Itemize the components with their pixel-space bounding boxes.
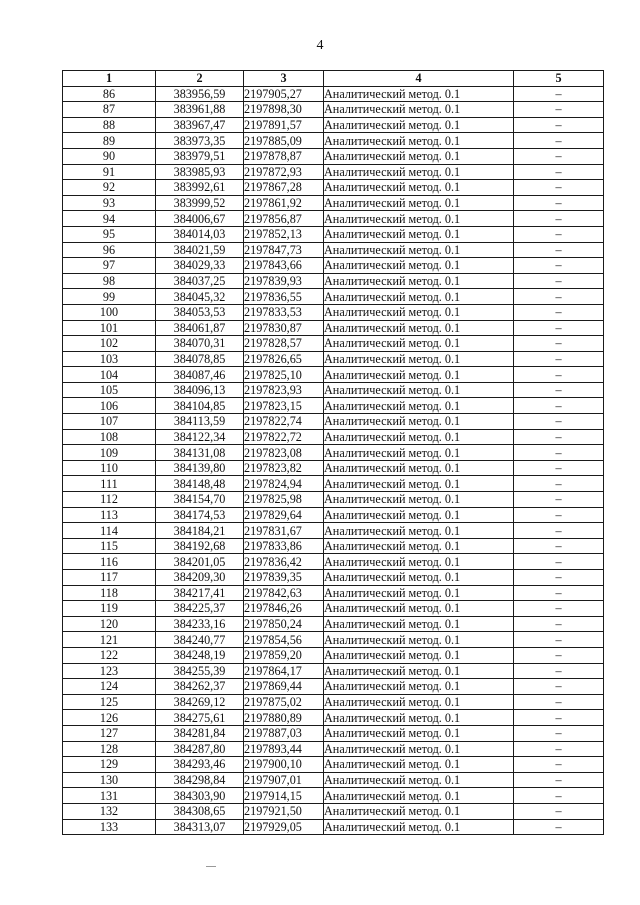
point-number-cell: 131 [63,788,156,804]
table-row [63,351,604,367]
method-cell: Аналитический метод. 0.1 [324,788,514,804]
point-number-cell: 108 [63,429,156,445]
point-number-cell: 98 [63,273,156,289]
table-row [63,445,604,461]
notes-cell: – [514,445,604,461]
method-cell: Аналитический метод. 0.1 [324,694,514,710]
x-coordinate-cell: 384113,59 [156,414,244,430]
table-row [63,102,604,118]
method-cell: Аналитический метод. 0.1 [324,351,514,367]
table-row [63,117,604,133]
point-number-cell: 113 [63,507,156,523]
notes-cell: – [514,258,604,274]
method-cell: Аналитический метод. 0.1 [324,429,514,445]
header-col-3: 3 [244,71,324,87]
point-number-cell: 114 [63,523,156,539]
point-number-cell: 92 [63,180,156,196]
y-coordinate-cell: 2197850,24 [244,616,324,632]
table-row [63,273,604,289]
table-row [63,180,604,196]
y-coordinate-cell: 2197823,15 [244,398,324,414]
table-row [63,460,604,476]
table-row [63,133,604,149]
notes-cell: – [514,538,604,554]
point-number-cell: 120 [63,616,156,632]
notes-cell: – [514,382,604,398]
notes-cell: – [514,772,604,788]
scan-artifact-mark [206,866,216,867]
notes-cell: – [514,460,604,476]
notes-cell: – [514,148,604,164]
method-cell: Аналитический метод. 0.1 [324,195,514,211]
method-cell: Аналитический метод. 0.1 [324,523,514,539]
method-cell: Аналитический метод. 0.1 [324,663,514,679]
table-row [63,164,604,180]
table-row [63,570,604,586]
x-coordinate-cell: 384122,34 [156,429,244,445]
point-number-cell: 111 [63,476,156,492]
table-row [63,725,604,741]
x-coordinate-cell: 384303,90 [156,788,244,804]
notes-cell: – [514,180,604,196]
table-row [63,304,604,320]
table-row [63,414,604,430]
method-cell: Аналитический метод. 0.1 [324,710,514,726]
x-coordinate-cell: 384248,19 [156,647,244,663]
x-coordinate-cell: 383973,35 [156,133,244,149]
point-number-cell: 94 [63,211,156,227]
method-cell: Аналитический метод. 0.1 [324,304,514,320]
x-coordinate-cell: 384070,31 [156,336,244,352]
notes-cell: – [514,476,604,492]
notes-cell: – [514,226,604,242]
table-row [63,429,604,445]
y-coordinate-cell: 2197836,42 [244,554,324,570]
notes-cell: – [514,601,604,617]
y-coordinate-cell: 2197905,27 [244,86,324,102]
y-coordinate-cell: 2197861,92 [244,195,324,211]
method-cell: Аналитический метод. 0.1 [324,289,514,305]
method-cell: Аналитический метод. 0.1 [324,507,514,523]
x-coordinate-cell: 384061,87 [156,320,244,336]
x-coordinate-cell: 384148,48 [156,476,244,492]
x-coordinate-cell: 384096,13 [156,382,244,398]
method-cell: Аналитический метод. 0.1 [324,554,514,570]
method-cell: Аналитический метод. 0.1 [324,445,514,461]
point-number-cell: 97 [63,258,156,274]
y-coordinate-cell: 2197822,72 [244,429,324,445]
method-cell: Аналитический метод. 0.1 [324,725,514,741]
y-coordinate-cell: 2197929,05 [244,819,324,835]
page-number: 4 [316,38,324,53]
notes-cell: – [514,273,604,289]
table-row [63,710,604,726]
y-coordinate-cell: 2197826,65 [244,351,324,367]
y-coordinate-cell: 2197843,66 [244,258,324,274]
notes-cell: – [514,679,604,695]
point-number-cell: 104 [63,367,156,383]
method-cell: Аналитический метод. 0.1 [324,585,514,601]
method-cell: Аналитический метод. 0.1 [324,367,514,383]
method-cell: Аналитический метод. 0.1 [324,679,514,695]
x-coordinate-cell: 384298,84 [156,772,244,788]
y-coordinate-cell: 2197880,89 [244,710,324,726]
point-number-cell: 107 [63,414,156,430]
method-cell: Аналитический метод. 0.1 [324,273,514,289]
x-coordinate-cell: 384287,80 [156,741,244,757]
method-cell: Аналитический метод. 0.1 [324,164,514,180]
coordinates-table [62,70,604,835]
notes-cell: – [514,164,604,180]
method-cell: Аналитический метод. 0.1 [324,632,514,648]
point-number-cell: 122 [63,647,156,663]
method-cell: Аналитический метод. 0.1 [324,320,514,336]
table-row [63,679,604,695]
method-cell: Аналитический метод. 0.1 [324,803,514,819]
point-number-cell: 96 [63,242,156,258]
notes-cell: – [514,304,604,320]
notes-cell: – [514,367,604,383]
point-number-cell: 101 [63,320,156,336]
x-coordinate-cell: 383967,47 [156,117,244,133]
y-coordinate-cell: 2197907,01 [244,772,324,788]
point-number-cell: 100 [63,304,156,320]
notes-cell: – [514,585,604,601]
table-row [63,492,604,508]
x-coordinate-cell: 384192,68 [156,538,244,554]
table-row [63,788,604,804]
x-coordinate-cell: 384281,84 [156,725,244,741]
table-row [63,336,604,352]
method-cell: Аналитический метод. 0.1 [324,242,514,258]
y-coordinate-cell: 2197864,17 [244,663,324,679]
x-coordinate-cell: 384037,25 [156,273,244,289]
x-coordinate-cell: 384233,16 [156,616,244,632]
notes-cell: – [514,414,604,430]
table-row [63,632,604,648]
x-coordinate-cell: 383985,93 [156,164,244,180]
y-coordinate-cell: 2197847,73 [244,242,324,258]
x-coordinate-cell: 384045,32 [156,289,244,305]
point-number-cell: 95 [63,226,156,242]
point-number-cell: 127 [63,725,156,741]
header-col-5: 5 [514,71,604,87]
notes-cell: – [514,803,604,819]
table-row [63,289,604,305]
point-number-cell: 124 [63,679,156,695]
point-number-cell: 103 [63,351,156,367]
method-cell: Аналитический метод. 0.1 [324,476,514,492]
point-number-cell: 91 [63,164,156,180]
table-row [63,647,604,663]
notes-cell: – [514,86,604,102]
table-row [63,616,604,632]
method-cell: Аналитический метод. 0.1 [324,226,514,242]
x-coordinate-cell: 384014,03 [156,226,244,242]
y-coordinate-cell: 2197898,30 [244,102,324,118]
notes-cell: – [514,507,604,523]
table-row [63,86,604,102]
notes-cell: – [514,710,604,726]
point-number-cell: 90 [63,148,156,164]
notes-cell: – [514,819,604,835]
y-coordinate-cell: 2197842,63 [244,585,324,601]
table-row [63,195,604,211]
table-row [63,211,604,227]
y-coordinate-cell: 2197839,35 [244,570,324,586]
point-number-cell: 119 [63,601,156,617]
y-coordinate-cell: 2197867,28 [244,180,324,196]
notes-cell: – [514,320,604,336]
point-number-cell: 116 [63,554,156,570]
y-coordinate-cell: 2197836,55 [244,289,324,305]
notes-cell: – [514,102,604,118]
method-cell: Аналитический метод. 0.1 [324,647,514,663]
table-row [63,258,604,274]
point-number-cell: 89 [63,133,156,149]
method-cell: Аналитический метод. 0.1 [324,414,514,430]
y-coordinate-cell: 2197822,74 [244,414,324,430]
x-coordinate-cell: 384225,37 [156,601,244,617]
point-number-cell: 130 [63,772,156,788]
point-number-cell: 132 [63,803,156,819]
point-number-cell: 128 [63,741,156,757]
notes-cell: – [514,757,604,773]
point-number-cell: 125 [63,694,156,710]
table-row [63,554,604,570]
notes-cell: – [514,694,604,710]
point-number-cell: 105 [63,382,156,398]
x-coordinate-cell: 383979,51 [156,148,244,164]
table-row [63,367,604,383]
x-coordinate-cell: 383999,52 [156,195,244,211]
point-number-cell: 129 [63,757,156,773]
notes-cell: – [514,647,604,663]
method-cell: Аналитический метод. 0.1 [324,382,514,398]
x-coordinate-cell: 383956,59 [156,86,244,102]
notes-cell: – [514,195,604,211]
method-cell: Аналитический метод. 0.1 [324,757,514,773]
header-row [63,71,604,87]
table-body [63,86,604,835]
y-coordinate-cell: 2197833,86 [244,538,324,554]
point-number-cell: 133 [63,819,156,835]
notes-cell: – [514,725,604,741]
table-row [63,226,604,242]
y-coordinate-cell: 2197891,57 [244,117,324,133]
x-coordinate-cell: 384131,08 [156,445,244,461]
method-cell: Аналитический метод. 0.1 [324,772,514,788]
table-row [63,523,604,539]
table-row [63,601,604,617]
point-number-cell: 123 [63,663,156,679]
method-cell: Аналитический метод. 0.1 [324,819,514,835]
notes-cell: – [514,133,604,149]
notes-cell: – [514,616,604,632]
y-coordinate-cell: 2197825,98 [244,492,324,508]
point-number-cell: 87 [63,102,156,118]
y-coordinate-cell: 2197828,57 [244,336,324,352]
x-coordinate-cell: 384053,53 [156,304,244,320]
method-cell: Аналитический метод. 0.1 [324,741,514,757]
x-coordinate-cell: 383992,61 [156,180,244,196]
x-coordinate-cell: 384293,46 [156,757,244,773]
notes-cell: – [514,554,604,570]
x-coordinate-cell: 384104,85 [156,398,244,414]
table-row [63,476,604,492]
x-coordinate-cell: 384087,46 [156,367,244,383]
point-number-cell: 88 [63,117,156,133]
notes-cell: – [514,398,604,414]
y-coordinate-cell: 2197921,50 [244,803,324,819]
y-coordinate-cell: 2197887,03 [244,725,324,741]
notes-cell: – [514,663,604,679]
point-number-cell: 86 [63,86,156,102]
y-coordinate-cell: 2197852,13 [244,226,324,242]
y-coordinate-cell: 2197823,93 [244,382,324,398]
table-row [63,320,604,336]
notes-cell: – [514,351,604,367]
y-coordinate-cell: 2197839,93 [244,273,324,289]
x-coordinate-cell: 384308,65 [156,803,244,819]
y-coordinate-cell: 2197825,10 [244,367,324,383]
notes-cell: – [514,117,604,133]
point-number-cell: 117 [63,570,156,586]
method-cell: Аналитический метод. 0.1 [324,148,514,164]
x-coordinate-cell: 384078,85 [156,351,244,367]
y-coordinate-cell: 2197824,94 [244,476,324,492]
y-coordinate-cell: 2197829,64 [244,507,324,523]
x-coordinate-cell: 384139,80 [156,460,244,476]
x-coordinate-cell: 383961,88 [156,102,244,118]
table-row [63,242,604,258]
x-coordinate-cell: 384029,33 [156,258,244,274]
x-coordinate-cell: 384275,61 [156,710,244,726]
y-coordinate-cell: 2197893,44 [244,741,324,757]
method-cell: Аналитический метод. 0.1 [324,570,514,586]
point-number-cell: 106 [63,398,156,414]
x-coordinate-cell: 384255,39 [156,663,244,679]
method-cell: Аналитический метод. 0.1 [324,180,514,196]
method-cell: Аналитический метод. 0.1 [324,601,514,617]
y-coordinate-cell: 2197859,20 [244,647,324,663]
x-coordinate-cell: 384262,37 [156,679,244,695]
point-number-cell: 126 [63,710,156,726]
header-col-1: 1 [63,71,156,87]
y-coordinate-cell: 2197823,82 [244,460,324,476]
y-coordinate-cell: 2197914,15 [244,788,324,804]
x-coordinate-cell: 384174,53 [156,507,244,523]
notes-cell: – [514,741,604,757]
x-coordinate-cell: 384184,21 [156,523,244,539]
y-coordinate-cell: 2197900,10 [244,757,324,773]
point-number-cell: 115 [63,538,156,554]
header-col-4: 4 [324,71,514,87]
y-coordinate-cell: 2197856,87 [244,211,324,227]
notes-cell: – [514,289,604,305]
y-coordinate-cell: 2197869,44 [244,679,324,695]
y-coordinate-cell: 2197885,09 [244,133,324,149]
notes-cell: – [514,788,604,804]
table-row [63,694,604,710]
table-row [63,382,604,398]
x-coordinate-cell: 384154,70 [156,492,244,508]
point-number-cell: 121 [63,632,156,648]
table-row [63,663,604,679]
y-coordinate-cell: 2197830,87 [244,320,324,336]
table-row [63,507,604,523]
y-coordinate-cell: 2197831,67 [244,523,324,539]
notes-cell: – [514,336,604,352]
method-cell: Аналитический метод. 0.1 [324,460,514,476]
notes-cell: – [514,492,604,508]
method-cell: Аналитический метод. 0.1 [324,398,514,414]
header-col-2: 2 [156,71,244,87]
method-cell: Аналитический метод. 0.1 [324,336,514,352]
notes-cell: – [514,429,604,445]
y-coordinate-cell: 2197833,53 [244,304,324,320]
table-row [63,757,604,773]
method-cell: Аналитический метод. 0.1 [324,258,514,274]
y-coordinate-cell: 2197875,02 [244,694,324,710]
point-number-cell: 110 [63,460,156,476]
table-header [63,71,604,87]
notes-cell: – [514,632,604,648]
method-cell: Аналитический метод. 0.1 [324,211,514,227]
method-cell: Аналитический метод. 0.1 [324,538,514,554]
method-cell: Аналитический метод. 0.1 [324,492,514,508]
notes-cell: – [514,523,604,539]
method-cell: Аналитический метод. 0.1 [324,133,514,149]
point-number-cell: 109 [63,445,156,461]
y-coordinate-cell: 2197878,87 [244,148,324,164]
method-cell: Аналитический метод. 0.1 [324,117,514,133]
point-number-cell: 112 [63,492,156,508]
table-row [63,538,604,554]
notes-cell: – [514,570,604,586]
method-cell: Аналитический метод. 0.1 [324,616,514,632]
y-coordinate-cell: 2197854,56 [244,632,324,648]
table-row [63,148,604,164]
y-coordinate-cell: 2197872,93 [244,164,324,180]
table-row [63,819,604,835]
y-coordinate-cell: 2197846,26 [244,601,324,617]
point-number-cell: 93 [63,195,156,211]
table-row [63,398,604,414]
point-number-cell: 118 [63,585,156,601]
point-number-cell: 99 [63,289,156,305]
x-coordinate-cell: 384217,41 [156,585,244,601]
x-coordinate-cell: 384313,07 [156,819,244,835]
notes-cell: – [514,211,604,227]
method-cell: Аналитический метод. 0.1 [324,86,514,102]
point-number-cell: 102 [63,336,156,352]
x-coordinate-cell: 384240,77 [156,632,244,648]
table-row [63,585,604,601]
table-row [63,803,604,819]
y-coordinate-cell: 2197823,08 [244,445,324,461]
table-row [63,772,604,788]
x-coordinate-cell: 384209,30 [156,570,244,586]
notes-cell: – [514,242,604,258]
x-coordinate-cell: 384021,59 [156,242,244,258]
x-coordinate-cell: 384006,67 [156,211,244,227]
x-coordinate-cell: 384269,12 [156,694,244,710]
table-row [63,741,604,757]
x-coordinate-cell: 384201,05 [156,554,244,570]
method-cell: Аналитический метод. 0.1 [324,102,514,118]
